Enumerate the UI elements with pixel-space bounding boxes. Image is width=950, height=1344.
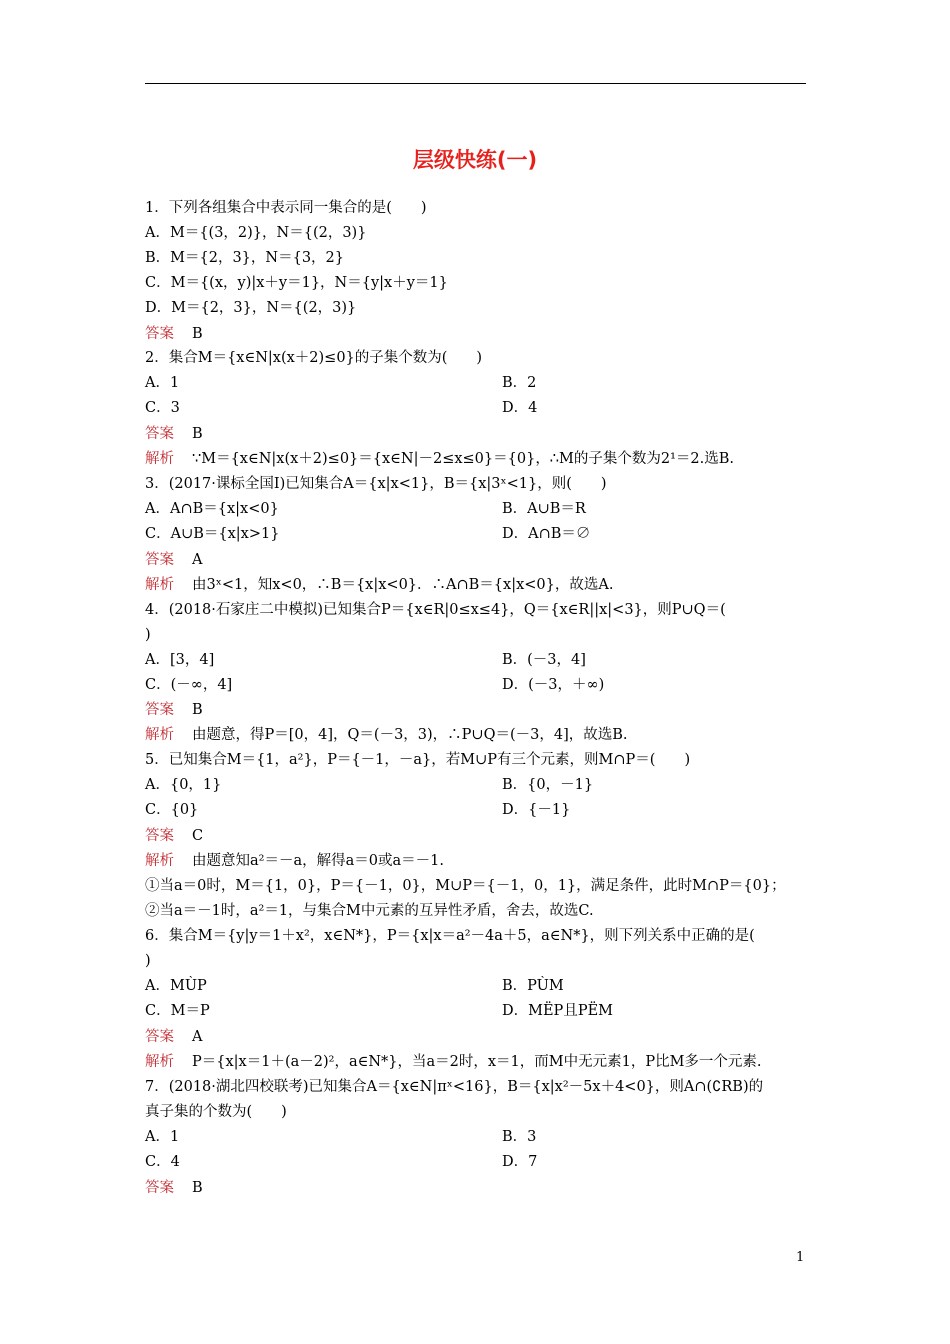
- text-line: A: [192, 552, 203, 568]
- page-title: 层级快练(一): [412, 148, 538, 172]
- text-line: 2．集合M＝{x∈N|x(x＋2)≤0}的子集个数为( ): [145, 350, 483, 366]
- text-line: A: [192, 1029, 203, 1045]
- text-line: B: [192, 426, 203, 442]
- text-line: D．(－3，＋∞): [502, 677, 605, 693]
- section-label: 答案: [145, 552, 174, 568]
- section-label: 解析: [145, 853, 174, 869]
- text-line: ∵M＝{x∈N|x(x＋2)≤0}＝{x∈N|－2≤x≤0}＝{0}，∴M的子集个数为2¹＝2.选B.: [192, 451, 735, 467]
- text-line: D．A∩B＝∅: [502, 526, 591, 542]
- section-label: 答案: [145, 426, 174, 442]
- text-line: 5．已知集合M＝{1，a²}，P＝{－1，－a}，若M∪P有三个元素，则M∩P＝( ): [145, 752, 691, 768]
- text-line: D．M＝{2，3}，N＝{(2，3)}: [145, 300, 357, 316]
- section-label: 解析: [145, 1054, 174, 1070]
- text-line: B: [192, 326, 203, 342]
- text-line: ): [145, 627, 151, 643]
- section-label: 答案: [145, 1029, 174, 1045]
- text-line: A．M＝{(3，2)}，N＝{(2，3)}: [145, 225, 367, 241]
- text-line: A．{0，1}: [145, 777, 222, 793]
- page-number: 1: [796, 1250, 805, 1265]
- text-line: 6．集合M＝{y|y＝1＋x²，x∈N*}，P＝{x|x＝a²－4a＋5，a∈N*}，则下列关系中正确的是(: [145, 928, 755, 944]
- text-line: 由3ˣ<1，知x<0，∴B＝{x|x<0}．∴A∩B＝{x|x<0}，故选A.: [192, 577, 614, 593]
- section-label: 解析: [145, 451, 174, 467]
- text-line: 真子集的个数为( ): [145, 1104, 287, 1120]
- text-line: ①当a＝0时，M＝{1，0}，P＝{－1，0}，M∪P＝{－1，0，1}，满足条件，此时M∩P＝{0}；: [145, 878, 786, 894]
- text-line: B: [192, 1180, 203, 1196]
- text-line: B．{0，－1}: [502, 777, 594, 793]
- section-label: 答案: [145, 828, 174, 844]
- text-line: B．2: [502, 375, 537, 391]
- text-line: C: [192, 828, 204, 844]
- text-line: C．(－∞，4]: [145, 677, 233, 693]
- text-line: A．1: [145, 1129, 180, 1145]
- text-line: ): [145, 953, 151, 969]
- text-line: C．M＝P: [145, 1003, 210, 1019]
- text-line: 7．(2018·湖北四校联考)已知集合A＝{x∈N|πˣ<16}，B＝{x|x²－5x＋4<0}，则A∩(∁RB)的: [145, 1079, 764, 1095]
- text-line: A．A∩B＝{x|x<0}: [145, 501, 279, 517]
- text-line: B．M＝{2，3}，N＝{3，2}: [145, 250, 344, 266]
- section-label: 答案: [145, 702, 174, 718]
- section-label: 解析: [145, 577, 174, 593]
- text-line: D．MËP且PËM: [502, 1003, 614, 1019]
- text-line: A．MÙP: [145, 978, 207, 994]
- text-line: A．[3，4]: [145, 652, 215, 668]
- section-label: 答案: [145, 326, 174, 342]
- text-line: D．7: [502, 1154, 538, 1170]
- text-line: C．{0}: [145, 802, 199, 818]
- text-line: B．3: [502, 1129, 537, 1145]
- text-line: P＝{x|x＝1＋(a－2)²，a∈N*}，当a＝2时，x＝1，而M中无元素1，P比M多一个元素.: [192, 1054, 762, 1070]
- section-label: 答案: [145, 1180, 174, 1196]
- text-line: ②当a＝－1时，a²＝1，与集合M中元素的互异性矛盾，舍去，故选C.: [145, 903, 594, 919]
- text-line: D．4: [502, 400, 538, 416]
- text-line: C．4: [145, 1154, 180, 1170]
- text-line: C．3: [145, 400, 180, 416]
- text-line: C．A∪B＝{x|x>1}: [145, 526, 280, 542]
- section-label: 解析: [145, 727, 174, 743]
- text-line: 3．(2017·课标全国Ⅰ)已知集合A＝{x|x<1}，B＝{x|3ˣ<1}，则( ): [145, 476, 607, 492]
- text-line: C．M＝{(x，y)|x＋y＝1}，N＝{y|x＋y＝1}: [145, 275, 448, 291]
- text-line: 由题意知a²＝－a，解得a＝0或a＝－1.: [192, 853, 444, 869]
- header-rule: [145, 83, 806, 84]
- text-line: A．1: [145, 375, 180, 391]
- text-line: B: [192, 702, 203, 718]
- text-line: 由题意，得P＝[0，4]，Q＝(－3，3)，∴P∪Q＝(－3，4]，故选B.: [192, 727, 628, 743]
- text-line: 4．(2018·石家庄二中模拟)已知集合P＝{x∈R|0≤x≤4}，Q＝{x∈R||x|<3}，则P∪Q＝(: [145, 602, 726, 618]
- text-line: B．A∪B＝R: [502, 501, 586, 517]
- text-line: B．PÙM: [502, 978, 564, 994]
- text-line: D．{－1}: [502, 802, 571, 818]
- text-line: B．(－3，4]: [502, 652, 586, 668]
- text-line: 1．下列各组集合中表示同一集合的是( ): [145, 200, 427, 216]
